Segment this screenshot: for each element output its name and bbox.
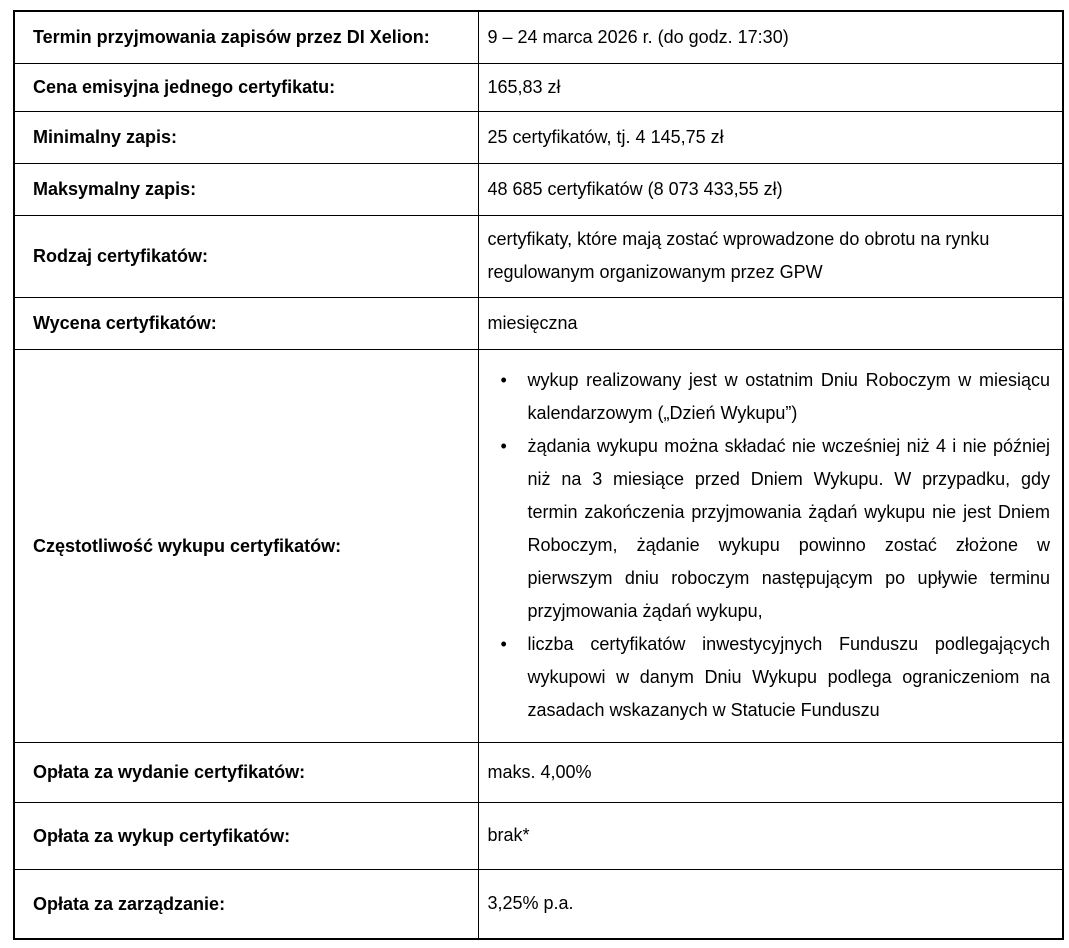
bullet-item: • żądania wykupu można składać nie wcześniej niż 4 i nie później niż na 3 miesiące przed Dniem Wykupu. W przypadku, gdy termin zakończenia przyjmowania żądań wykupu nie jest Dniem Roboczym, żądanie wykupu powinno zostać złożone w pierwszym dniu roboczym następującym po upływie terminu przyjmowania żądań wykupu, <box>488 430 1051 628</box>
row-value-cell <box>478 215 1063 297</box>
row-value-cell <box>478 349 1063 742</box>
bullet-item: • wykup realizowany jest w ostatnim Dniu Roboczym w miesiącu kalendarzowym („Dzień Wykupu”) <box>488 364 1051 430</box>
table-row-termin-zapisow <box>14 11 1063 63</box>
table-row-czestotliwosc-wykupu <box>14 349 1063 742</box>
row-label-cell <box>14 215 478 297</box>
row-value: 165,83 zł <box>487 76 561 97</box>
row-label: Opłata za wykup certyfikatów: <box>33 825 291 846</box>
row-value: brak* <box>487 825 530 845</box>
row-label: Wycena certyfikatów: <box>33 313 217 333</box>
row-label: Termin przyjmowania zapisów przez DI Xelion: <box>33 27 430 48</box>
row-value-cell <box>478 63 1063 111</box>
table-row-rodzaj-certyfikatow <box>14 215 1063 297</box>
row-label: Opłata za wydanie certyfikatów: <box>33 762 306 782</box>
row-value-cell <box>478 11 1063 63</box>
row-value: 48 685 certyfikatów (8 073 433,55 zł) <box>487 178 783 199</box>
row-label-cell <box>14 11 478 63</box>
table-row-cena-emisyjna <box>14 63 1063 111</box>
table-row-oplata-wykup <box>14 802 1063 869</box>
table-row-wycena-certyfikatow <box>14 297 1063 349</box>
row-value: certyfikaty, które mają zostać wprowadzone do obrotu na rynku regulowanym organizowanym przez GPW <box>487 229 990 282</box>
row-value-cell <box>478 111 1063 163</box>
table-row-maksymalny-zapis <box>14 163 1063 215</box>
row-value-cell <box>478 869 1063 939</box>
row-label-cell <box>14 297 478 349</box>
row-label-cell <box>14 63 478 111</box>
offer-details-table <box>13 10 1064 940</box>
row-value-cell <box>478 802 1063 869</box>
row-label-cell <box>14 111 478 163</box>
row-value-cell <box>478 163 1063 215</box>
row-label: Rodzaj certyfikatów: <box>33 246 209 266</box>
table-row-oplata-zarzadzanie <box>14 869 1063 939</box>
row-value: maks. 4,00% <box>487 761 592 782</box>
row-label-cell <box>14 349 478 742</box>
row-label: Częstotliwość wykupu certyfikatów: <box>33 535 342 556</box>
row-label: Maksymalny zapis: <box>33 179 197 199</box>
row-label-cell <box>14 742 478 802</box>
row-value: 9 – 24 marca 2026 r. (do godz. 17:30) <box>487 26 789 47</box>
table-row-oplata-wydanie <box>14 742 1063 802</box>
row-label-cell <box>14 163 478 215</box>
table-row-minimalny-zapis <box>14 111 1063 163</box>
row-label: Cena emisyjna jednego certyfikatu: <box>33 77 336 97</box>
row-label-cell <box>14 869 478 939</box>
row-label-cell <box>14 802 478 869</box>
row-label: Opłata za zarządzanie: <box>33 893 226 914</box>
bullet-item: • liczba certyfikatów inwestycyjnych Funduszu podlegających wykupowi w danym Dniu Wykupu podlega ograniczeniom na zasadach wskazanych w Statucie Funduszu <box>488 628 1051 727</box>
row-value: 25 certyfikatów, tj. 4 145,75 zł <box>487 126 724 147</box>
row-label: Minimalny zapis: <box>33 127 178 147</box>
row-value-cell <box>478 297 1063 349</box>
row-value: miesięczna <box>487 312 578 333</box>
row-value: 3,25% p.a. <box>487 893 574 914</box>
row-value-cell <box>478 742 1063 802</box>
redemption-bullet-list <box>488 364 1051 727</box>
